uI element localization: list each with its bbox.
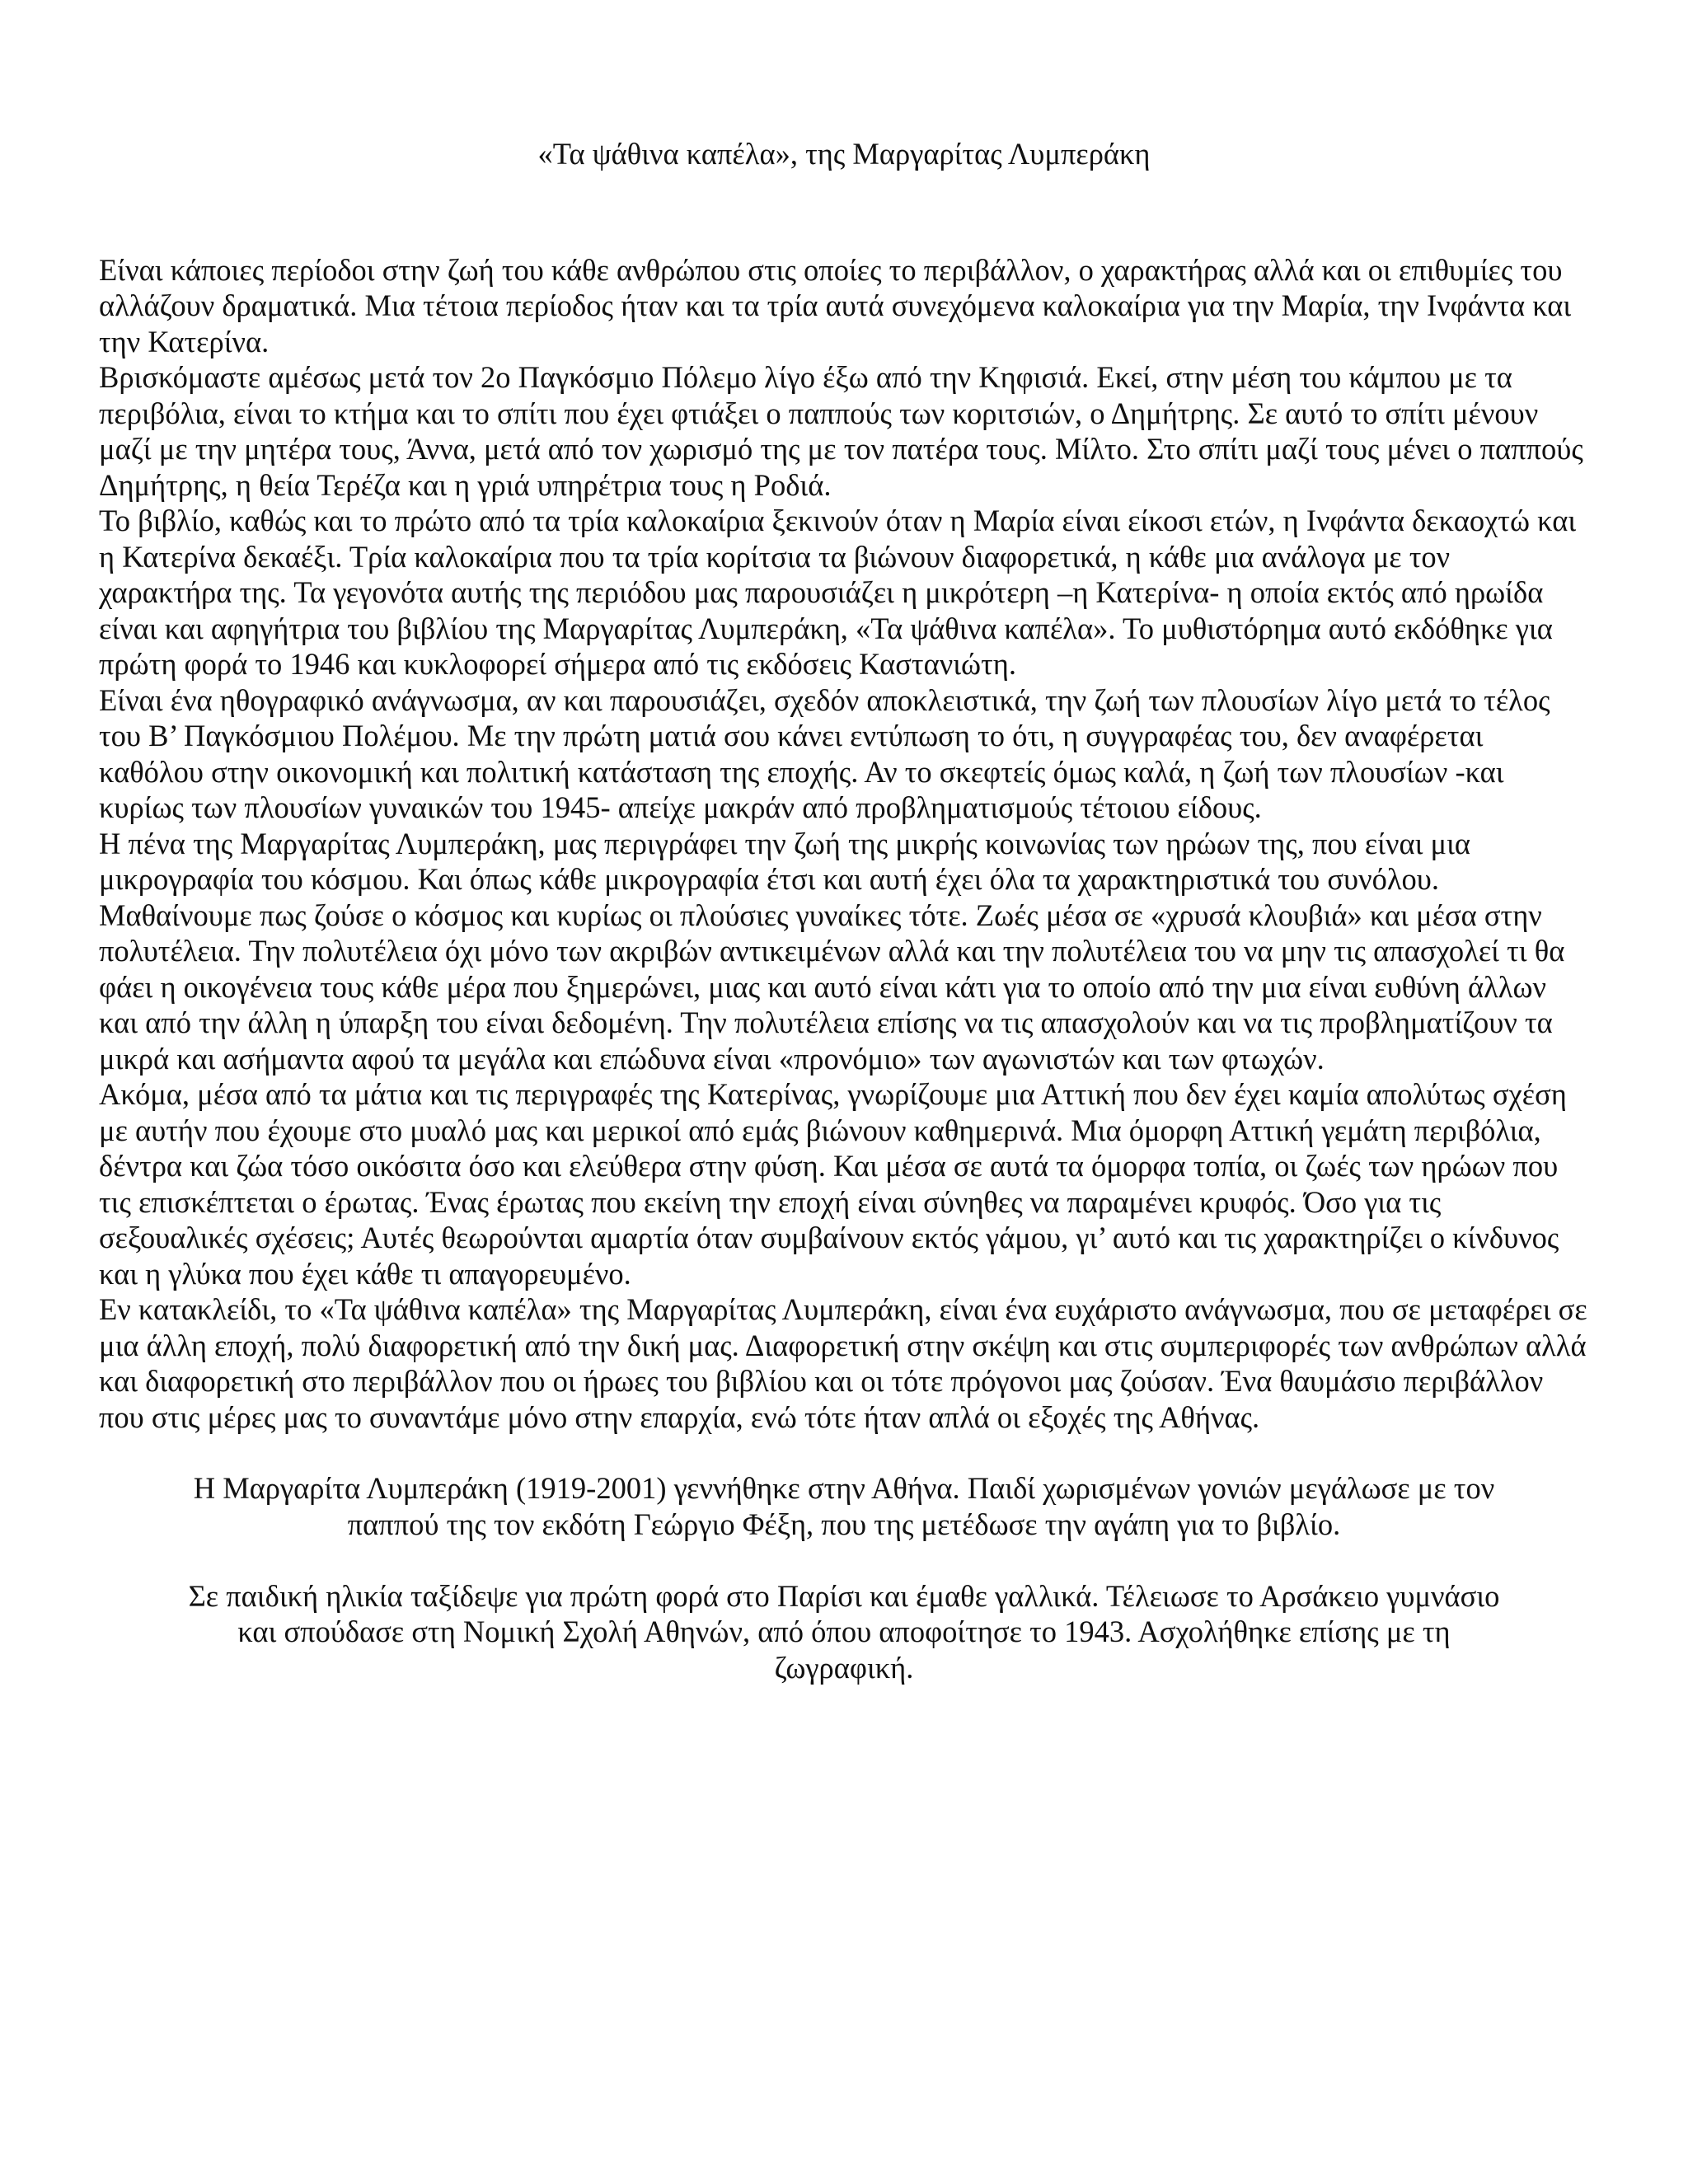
author-bio: [99, 1470, 1589, 1685]
paragraph-5: Η πένα της Μαργαρίτας Λυμπεράκη, μας περιγράφει την ζωή της μικρής κοινωνίας των ηρώων της, που είναι μια μικρογραφία του κόσμου. Και όπως κάθε μικρογραφία έτσι και αυτή έχει όλα τα χαρακτηριστικά του συνόλου. Μαθαίνουμε πως ζούσε ο κόσμος και κυρίως οι πλούσιες γυναίκες τότε. Ζωές μέσα σε «χρυσά κλουβιά» και μέσα στην πολυτέλεια. Την πολυτέλεια όχι μόνο των ακριβών αντικειμένων αλλά και την πολυτέλεια του να μην τις απασχολεί τι θα φάει η οικογένεια τους κάθε μέρα που ξημερώνει, μιας και αυτό είναι κάτι για το οποίο από την μια είναι ευθύνη άλλων και από την άλλη η ύπαρξη του είναι δεδομένη. Την πολυτέλεια επίσης να τις απασχολούν και να τις προβληματίζουν τα μικρά και ασήμαντα αφού τα μεγάλα και επώδυνα είναι «προνόμιο» των αγωνιστών και των φτωχών.: [99, 826, 1565, 1076]
document-title: «Τα ψάθινα καπέλα», της Μαργαρίτας Λυμπεράκη: [537, 137, 1151, 171]
paragraph-7: Εν κατακλείδι, το «Τα ψάθινα καπέλα» της Μαργαρίτας Λυμπεράκη, είναι ένα ευχάριστο ανάγνωσμα, που σε μεταφέρει σε μια άλλη εποχή, πολύ διαφορετική από την δική μας. Διαφορετική στην σκέψη και στις συμπεριφορές των ανθρώπων αλλά και διαφορετική στο περιβάλλον που οι ήρωες του βιβλίου και οι τότε πρόγονοι μας ζούσαν. Ένα θαυμάσιο περιβάλλον που στις μέρες μας το συναντάμε μόνο στην επαρχία, ενώ τότε ήταν απλά οι εξοχές της Αθήνας.: [99, 1292, 1587, 1434]
paragraph-1: Είναι κάποιες περίοδοι στην ζωή του κάθε ανθρώπου στις οποίες το περιβάλλον, ο χαρακτήρας αλλά και οι επιθυμίες του αλλάζουν δραματικά. Μια τέτοια περίοδος ήταν και τα τρία αυτά συνεχόμενα καλοκαίρια για την Μαρία, την Ινφάντα και την Κατερίνα.: [99, 252, 1572, 359]
bio-paragraph-2: Σε παιδική ηλικία ταξίδεψε για πρώτη φορά στο Παρίσι και έμαθε γαλλικά. Τέλειωσε το Αρσάκειο γυμνάσιο και σπούδασε στη Νομική Σχολή Αθηνών, από όπου αποφοίτησε το 1943. Ασχολήθηκε επίσης με τη ζωγραφική.: [188, 1578, 1500, 1685]
paragraph-3: Το βιβλίο, καθώς και το πρώτο από τα τρία καλοκαίρια ξεκινούν όταν η Μαρία είναι είκοσι ετών, η Ινφάντα δεκαοχτώ και η Κατερίνα δεκαέξι. Τρία καλοκαίρια που τα τρία κορίτσια τα βιώνουν διαφορετικά, η κάθε μια ανάλογα με τον χαρακτήρα της. Τα γεγονότα αυτής της περιόδου μας παρουσιάζει η μικρότερη –η Κατερίνα- η οποία εκτός από ηρωίδα είναι και αφηγήτρια του βιβλίου της Μαργαρίτας Λυμπεράκη, «Τα ψάθινα καπέλα». Το μυθιστόρημα αυτό εκδόθηκε για πρώτη φορά το 1946 και κυκλοφορεί σήμερα από τις εκδόσεις Καστανιώτη.: [99, 504, 1577, 681]
paragraph-2: Βρισκόμαστε αμέσως μετά τον 2ο Παγκόσμιο Πόλεμο λίγο έξω από την Κηφισιά. Εκεί, στην μέση του κάμπου με τα περιβόλια, είναι το κτήμα και το σπίτι που έχει φτιάξει ο παππούς των κοριτσιών, ο Δημήτρης. Σε αυτό το σπίτι μένουν μαζί με την μητέρα τους, Άννα, μετά από τον χωρισμό της με τον πατέρα τους. Μίλτο. Στο σπίτι μαζί τους μένει ο παππούς Δημήτρης, η θεία Τερέζα και η γριά υπηρέτρια τους η Ροδιά.: [99, 360, 1583, 502]
article-body: [99, 252, 1589, 1436]
paragraph-6: Ακόμα, μέσα από τα μάτια και τις περιγραφές της Κατερίνας, γνωρίζουμε μια Αττική που δεν έχει καμία απολύτως σχέση με αυτήν που έχουμε στο μυαλό μας και μερικοί από εμάς βιώνουν καθημερινά. Μια όμορφη Αττική γεμάτη περιβόλια, δέντρα και ζώα τόσο οικόσιτα όσο και ελεύθερα στην φύση. Και μέσα σε αυτά τα όμορφα τοπία, οι ζωές των ηρώων που τις επισκέπτεται ο έρωτας. Ένας έρωτας που εκείνη την εποχή είναι σύνηθες να παραμένει κρυφός. Όσο για τις σεξουαλικές σχέσεις; Αυτές θεωρούνται αμαρτία όταν συμβαίνουν εκτός γάμου, γι’ αυτό και τις χαρακτηρίζει ο κίνδυνος και η γλύκα που έχει κάθε τι απαγορευμένο.: [99, 1077, 1567, 1291]
paragraph-4: Είναι ένα ηθογραφικό ανάγνωσμα, αν και παρουσιάζει, σχεδόν αποκλειστικά, την ζωή των πλουσίων λίγο μετά το τέλος του Β’ Παγκόσμιου Πολέμου. Με την πρώτη ματιά σου κάνει εντύπωση το ότι, η συγγραφέας του, δεν αναφέρεται καθόλου στην οικονομική και πολιτική κατάσταση της εποχής. Αν το σκεφτείς όμως καλά, η ζωή των πλουσίων -και κυρίως των πλουσίων γυναικών του 1945- απείχε μακράν από προβληματισμούς τέτοιου είδους.: [99, 682, 1550, 824]
bio-paragraph-1: Η Μαργαρίτα Λυμπεράκη (1919-2001) γεννήθηκε στην Αθήνα. Παιδί χωρισμένων γονιών μεγάλωσε με τον παππού της τον εκδότη Γεώργιο Φέξη, που της μετέδωσε την αγάπη για το βιβλίο.: [193, 1471, 1495, 1541]
